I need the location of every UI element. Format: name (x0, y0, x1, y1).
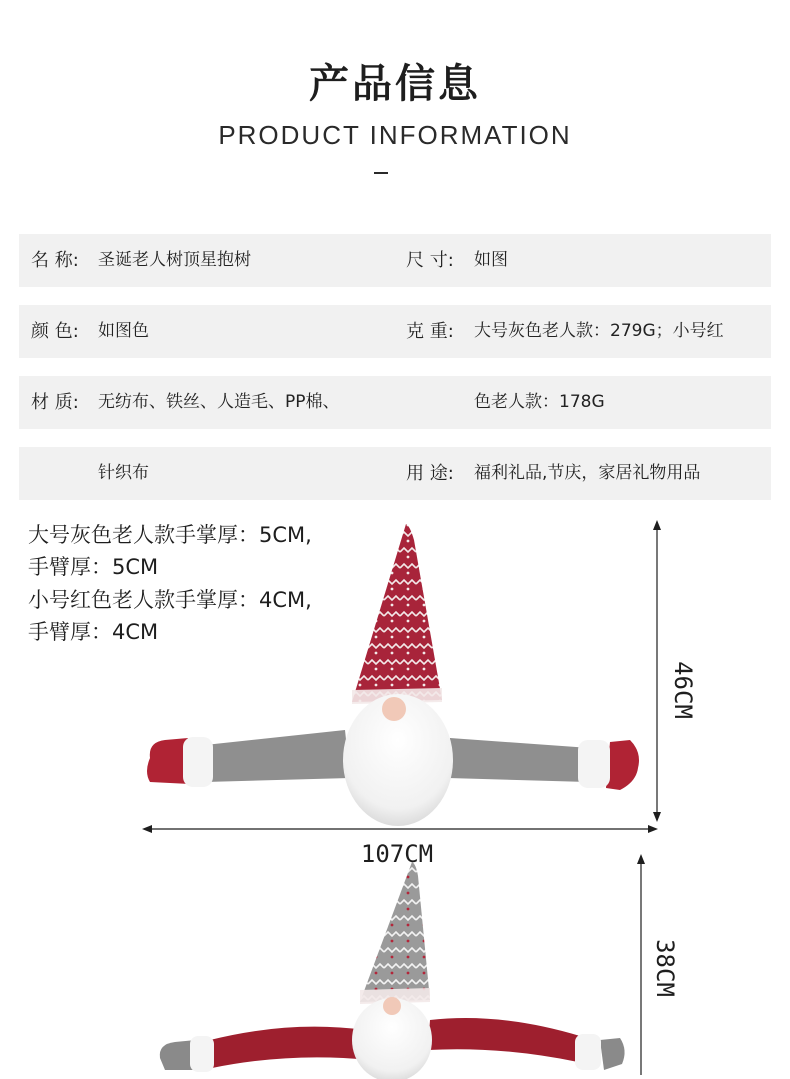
info-value: 大号灰色老人款：279G；小号红 (474, 321, 724, 341)
large-gnome-cuff-left (183, 737, 213, 787)
dimension-label-width-large: 107CM (360, 840, 434, 868)
info-label: 用 途: (406, 463, 454, 484)
info-value: 无纺布、铁丝、人造毛、PP棉、 (98, 392, 340, 412)
spec-line: 大号灰色老人款手掌厚：5CM, (28, 523, 312, 547)
large-gnome-nose (382, 697, 406, 721)
info-label: 尺 寸: (406, 250, 454, 271)
dimension-height-small (637, 854, 645, 1075)
small-gnome (160, 862, 625, 1079)
info-value: 圣诞老人树顶星抱树 (98, 250, 251, 270)
spec-line: 小号红色老人款手掌厚：4CM, (28, 588, 312, 612)
small-gnome-cuff-left (190, 1036, 214, 1072)
dimension-height-large (653, 520, 661, 822)
info-value: 如图色 (98, 321, 149, 341)
spec-line: 手臂厚：4CM (28, 620, 159, 644)
dimension-label-height-large: 46CM (669, 661, 697, 719)
info-value: 针织布 (98, 463, 149, 483)
large-gnome-arm-right (448, 738, 590, 782)
info-value: 色老人款：178G (474, 392, 605, 412)
dimension-label-height-small: 38CM (651, 939, 679, 997)
small-gnome-hat (360, 862, 430, 1002)
info-value: 如图 (474, 250, 508, 270)
large-gnome-cuff-right (578, 740, 610, 788)
small-gnome-hand-right (600, 1038, 625, 1070)
page-title: 产品信息 (309, 61, 481, 107)
spec-line: 手臂厚：5CM (28, 555, 159, 579)
info-label: 颜 色: (31, 321, 79, 342)
info-value: 福利礼品,节庆，家居礼物用品 (474, 463, 701, 483)
info-label: 材 质: (31, 392, 79, 413)
large-gnome-hat (352, 524, 442, 702)
small-gnome-arm-left (210, 1027, 370, 1068)
info-label: 名 称: (31, 250, 79, 271)
large-gnome-hand-right (606, 740, 639, 790)
small-gnome-nose (383, 997, 401, 1015)
large-gnome-arm-left (205, 730, 350, 782)
small-gnome-cuff-right (575, 1034, 601, 1070)
small-gnome-arm-right (428, 1018, 580, 1062)
info-label: 克 重: (406, 321, 454, 342)
dimension-width-large (142, 825, 658, 833)
large-gnome (147, 524, 639, 826)
page-subtitle: PRODUCT INFORMATION (218, 120, 572, 150)
